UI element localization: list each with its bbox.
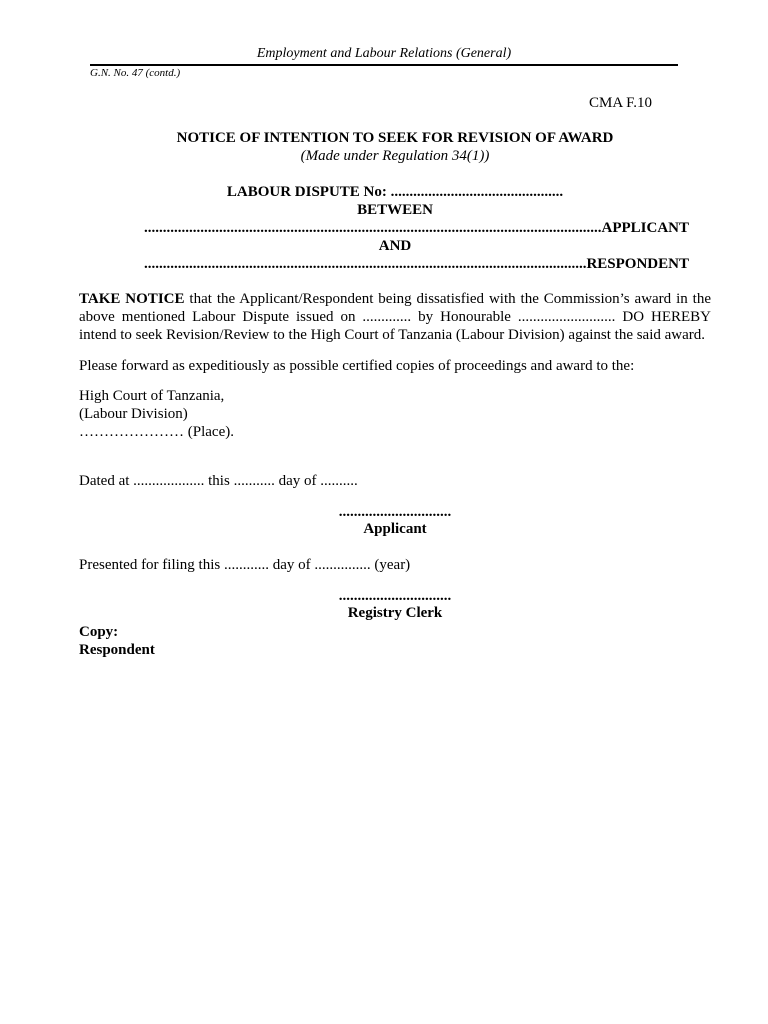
presented-for-filing-line: Presented for filing this ............ day of ............... (year): [79, 557, 411, 573]
form-title: NOTICE OF INTENTION TO SEEK FOR REVISION OF AWARD: [176, 130, 614, 146]
take-notice-lead: TAKE NOTICE: [79, 291, 185, 307]
gazette-notice-number: G.N. No. 47 (contd.): [90, 67, 181, 79]
address-line-2: (Labour Division): [79, 406, 188, 422]
forward-request: Please forward as expeditiously as possible certified copies of proceedings and award to the:: [79, 358, 635, 374]
labour-dispute-number: LABOUR DISPUTE No: ..............................................: [226, 184, 564, 200]
copy-label: Copy:: [79, 624, 119, 640]
applicant-signature-line: ..............................: [338, 504, 452, 520]
address-line-3: ………………… (Place).: [79, 424, 234, 440]
applicant-line: ..........................................................................................................................APPLICANT: [143, 220, 689, 236]
form-subtitle: (Made under Regulation 34(1)): [300, 148, 490, 164]
form-code: CMA F.10: [589, 95, 652, 111]
take-notice-text: that the Applicant/Respondent being dissatisfied with the Commission’s award in the above mentioned Labour Dispute issued on ............. by Honourable .......................... DO HEREBY intend to seek Revision/Review to the High Court of Tanzania (Labour Division) against the said award.: [79, 291, 712, 343]
dated-line: Dated at ................... this ........... day of ..........: [79, 473, 358, 489]
registry-clerk-signature-line: ..............................: [338, 588, 452, 604]
registry-clerk-label: Registry Clerk: [347, 605, 443, 621]
between-label: BETWEEN: [357, 202, 433, 218]
running-header: Employment and Labour Relations (General): [256, 46, 512, 61]
copy-recipient: Respondent: [79, 642, 155, 658]
applicant-signature-label: Applicant: [363, 521, 427, 537]
take-notice-paragraph: [79, 290, 711, 344]
and-label: AND: [378, 238, 412, 254]
respondent-line: ......................................................................................................................RESPONDENT: [143, 256, 689, 272]
address-line-1: High Court of Tanzania,: [79, 388, 225, 404]
